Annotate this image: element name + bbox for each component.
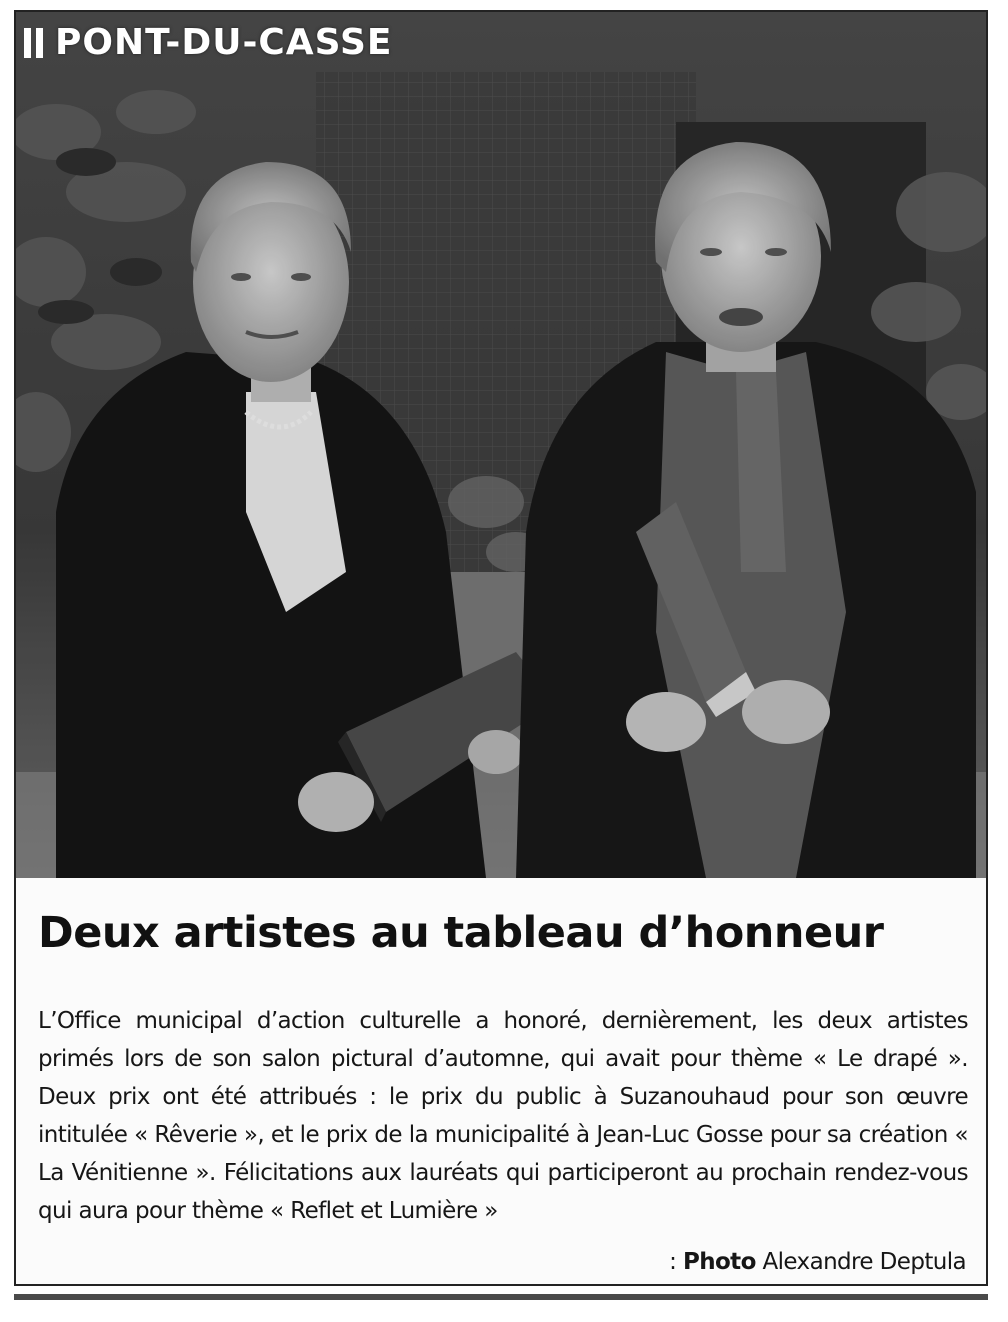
article-headline: Deux artistes au tableau d’honneur — [38, 908, 884, 958]
photo-credit — [669, 1243, 966, 1281]
photo-illustration — [16, 12, 986, 878]
section-marker-icon — [24, 28, 43, 58]
article-body: L’Office municipal d’action culturelle a honoré, dernièrement, les deux artistes primés lors de son salon pictural d’automne, qui avait pour thème « Le drapé ». Deux prix ont été attribués : le prix du public à Suzanouhaud pour son œuvre intitulée « Rêverie », et le prix de la municipalité à Jean-Luc Gosse pour sa création « La Vénitienne ». Félicitations aux lauréats qui participeront au prochain rendez-vous qui aura pour thème « Reflet et Lumière » — [38, 1008, 968, 1224]
section-title: PONT-DU-CASSE — [55, 22, 393, 63]
article-photo — [16, 12, 986, 878]
photo-credit-prefix: : — [669, 1249, 683, 1275]
photo-credit-name: Alexandre Deptula — [755, 1249, 966, 1275]
newspaper-clipping — [14, 10, 988, 1286]
bottom-rule — [14, 1294, 988, 1300]
photo-credit-label: Photo — [682, 1249, 756, 1275]
section-header — [24, 22, 393, 63]
